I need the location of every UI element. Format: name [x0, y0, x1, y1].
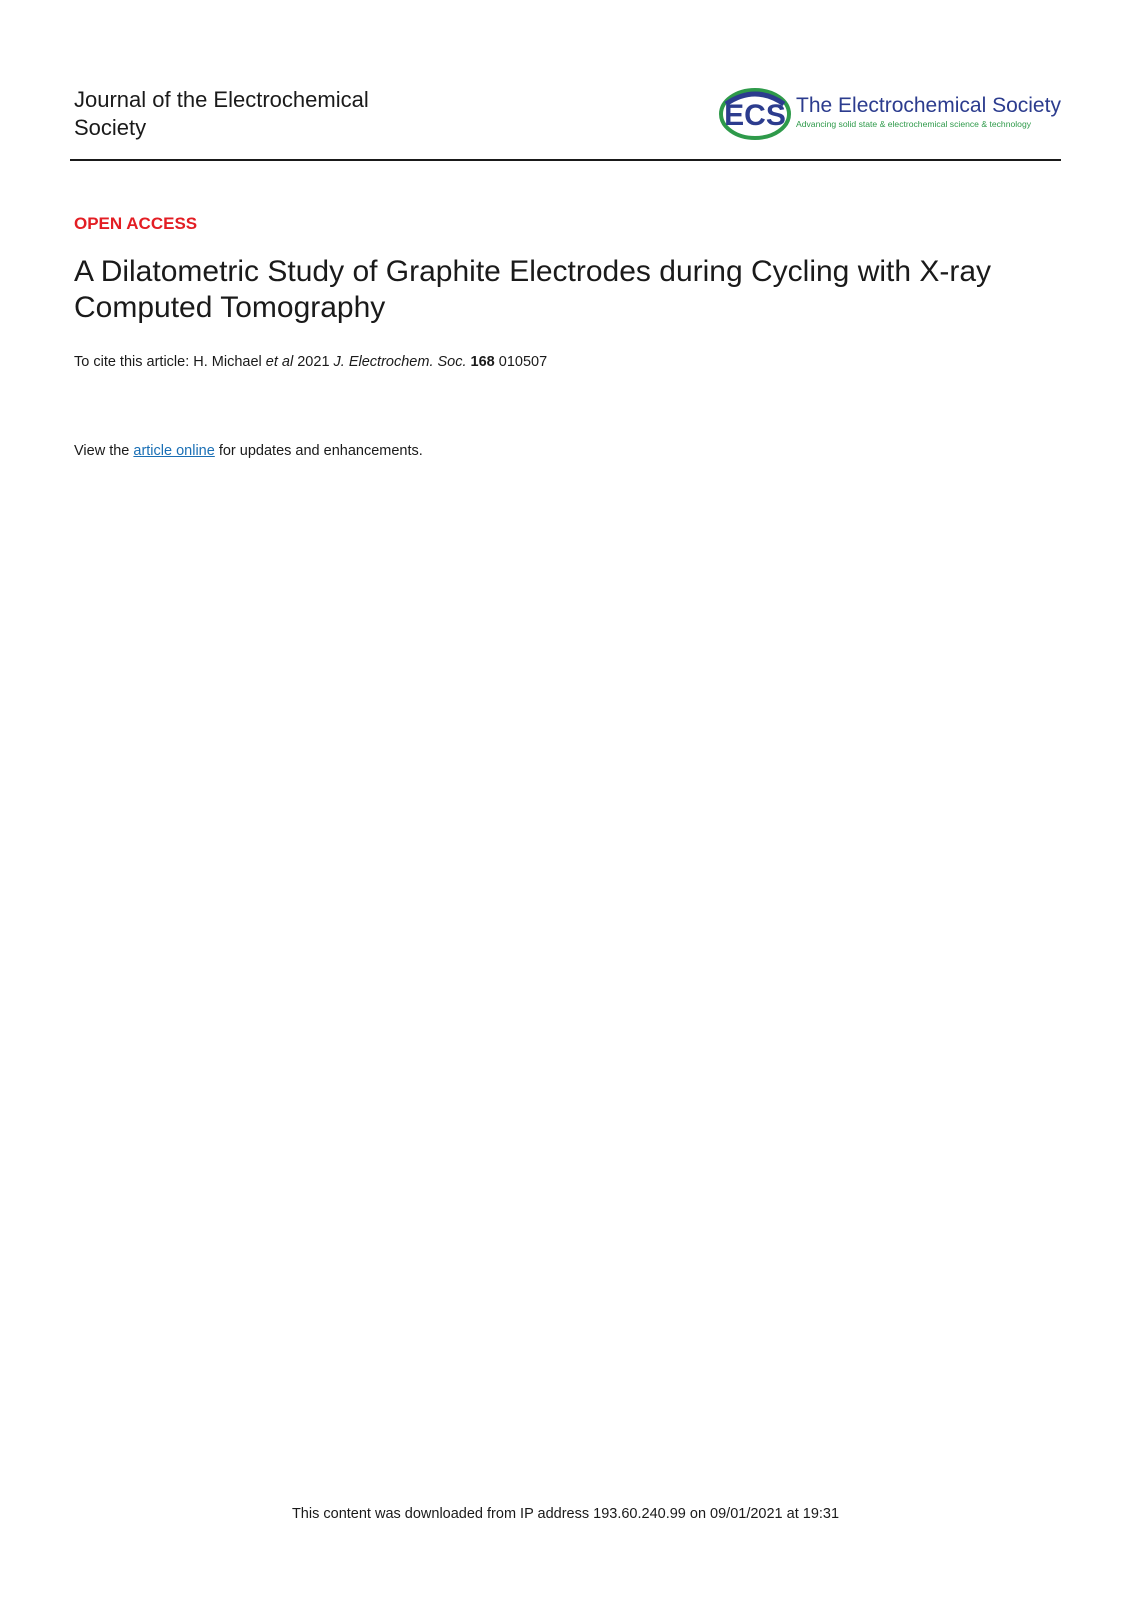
- citation-prefix: To cite this article: H. Michael: [74, 354, 266, 370]
- article-title: A Dilatometric Study of Graphite Electrodes during Cycling with X-ray Computed Tomography: [74, 255, 992, 324]
- ecs-mark-text: ECS: [724, 99, 786, 132]
- view-online-line: [74, 443, 423, 459]
- journal-name: Journal of the Electrochemical Society: [74, 87, 369, 140]
- citation-year: 2021: [293, 354, 334, 370]
- view-prefix: View the: [74, 443, 134, 459]
- society-name: The Electrochemical Society: [796, 94, 1061, 117]
- citation-etal: et al: [265, 354, 294, 370]
- download-note: This content was downloaded from IP address 193.60.240.99 on 09/01/2021 at 19:31: [291, 1506, 840, 1522]
- citation-journal: J. Electrochem. Soc.: [333, 354, 467, 370]
- ecs-emblem-icon: [718, 86, 792, 142]
- header-divider: [70, 159, 1061, 161]
- citation-article-number: 010507: [494, 354, 548, 370]
- society-tagline: Advancing solid state & electrochemical science & technology: [796, 119, 1032, 129]
- view-suffix: for updates and enhancements.: [214, 443, 423, 459]
- citation-line: [74, 354, 547, 370]
- citation-volume: 168: [470, 354, 495, 370]
- article-online-link[interactable]: article online: [133, 443, 215, 459]
- open-access-label: OPEN ACCESS: [74, 214, 198, 233]
- ecs-logo[interactable]: [718, 86, 1063, 142]
